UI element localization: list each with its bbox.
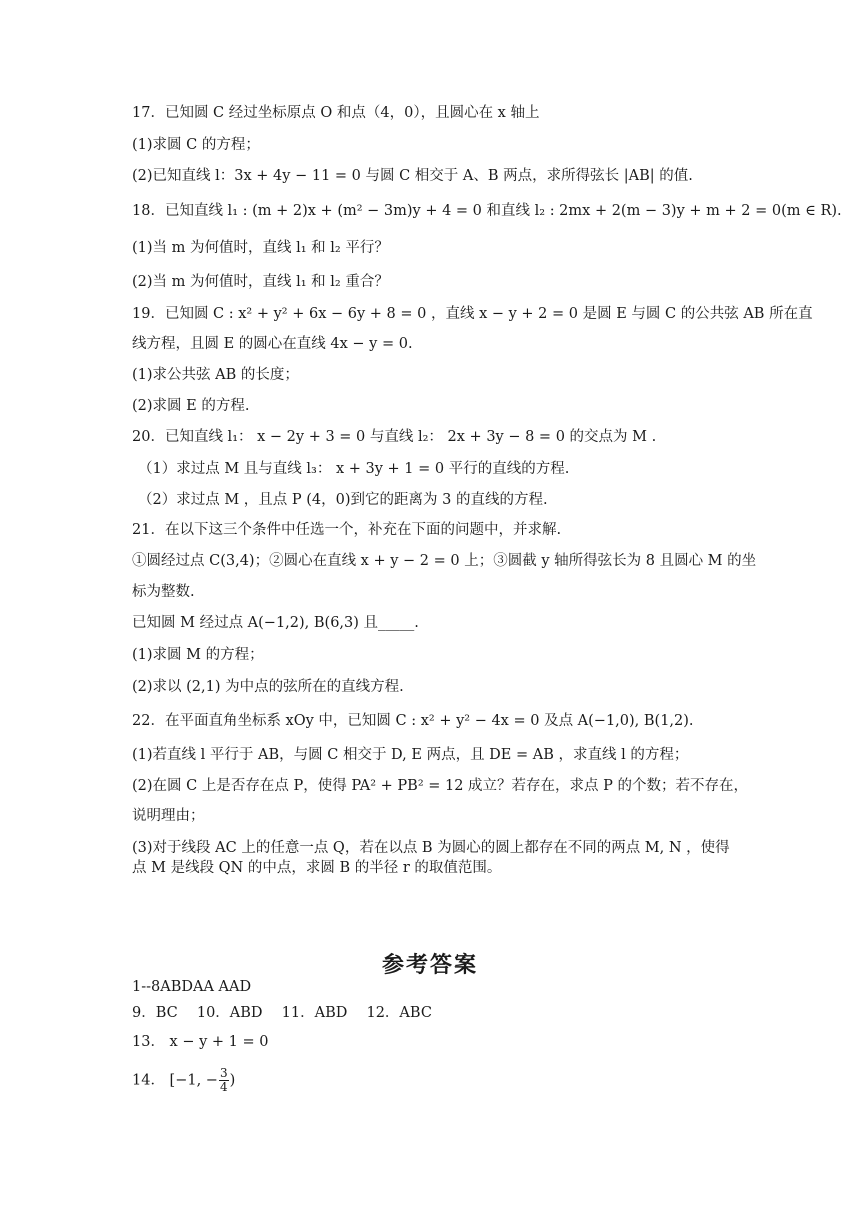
problem-20-q2: （2）求过点 M ，且点 P (4，0)到它的距离为 3 的直线的方程. xyxy=(138,492,548,508)
problem-21-q2: (2)求以 (2,1) 为中点的弦所在的直线方程. xyxy=(132,679,404,695)
problem-21-stem: 21．在以下这三个条件中任选一个，补充在下面的问题中，并求解. xyxy=(132,522,562,538)
problem-22-q2-line1: (2)在圆 C 上是否存在点 P，使得 PA² + PB² = 12 成立？若存在，求点 P 的个数；若不存在， xyxy=(132,778,749,794)
answers-1-8: 1--8ABDAA AAD xyxy=(132,979,252,995)
problem-20-stem: 20．已知直线 l₁： x − 2y + 3 = 0 与直线 l₂： 2x + 3y − 8 = 0 的交点为 M . xyxy=(132,429,657,445)
problem-22-q1: (1)若直线 l 平行于 AB，与圆 C 相交于 D, E 两点，且 DE = AB ，求直线 l 的方程； xyxy=(132,747,689,763)
problem-17-stem: 17．已知圆 C 经过坐标原点 O 和点（4，0），且圆心在 x 轴上 xyxy=(132,105,540,121)
problem-19-q1: (1)求公共弦 AB 的长度； xyxy=(132,367,299,383)
problem-21-q1: (1)求圆 M 的方程； xyxy=(132,647,264,663)
problem-18-q1: (1)当 m 为何值时，直线 l₁ 和 l₂ 平行？ xyxy=(132,240,389,256)
problem-22-q3-line2: 点 M 是线段 QN 的中点，求圆 B 的半径 r 的取值范围。 xyxy=(132,860,502,876)
problem-20-q1: （1）求过点 M 且与直线 l₃： x + 3y + 1 = 0 平行的直线的方程. xyxy=(138,461,570,477)
problem-17-q1: (1)求圆 C 的方程； xyxy=(132,137,260,153)
problem-19-q2: (2)求圆 E 的方程. xyxy=(132,398,250,414)
problem-22-q3-line1: (3)对于线段 AC 上的任意一点 Q，若在以点 B 为圆心的圆上都存在不同的两点 M, N ，使得 xyxy=(132,840,730,856)
answers-title: 参考答案 xyxy=(381,953,478,978)
problem-19-stem-line1: 19．已知圆 C : x² + y² + 6x − 6y + 8 = 0 ，直线 x − y + 2 = 0 是圆 E 与圆 C 的公共弦 AB 所在直 xyxy=(132,306,813,322)
answer-14-denominator: 4 xyxy=(219,1080,228,1094)
problem-21-conditions-line2: 标为整数. xyxy=(132,584,195,600)
problem-18-q2: (2)当 m 为何值时，直线 l₁ 和 l₂ 重合？ xyxy=(132,274,389,290)
answer-13: 13． x − y + 1 = 0 xyxy=(132,1034,269,1050)
problem-22-q2-line2: 说明理由； xyxy=(132,808,205,824)
answer-14-prefix: 14． [−1, − xyxy=(132,1072,218,1089)
problem-18-stem: 18．已知直线 l₁ : (m + 2)x + (m² − 3m)y + 4 = 0 和直线 l₂ : 2mx + 2(m − 3)y + m + 2 = 0(m ∈ R). xyxy=(132,203,842,219)
problem-19-stem-line2: 线方程，且圆 E 的圆心在直线 4x − y = 0. xyxy=(132,336,413,352)
answer-14-suffix: ) xyxy=(229,1072,236,1089)
problem-22-stem: 22．在平面直角坐标系 xOy 中，已知圆 C : x² + y² − 4x = 0 及点 A(−1,0), B(1,2). xyxy=(132,713,694,729)
problem-17-q2: (2)已知直线 l：3x + 4y − 11 = 0 与圆 C 相交于 A、B 两点，求所得弦长 |AB| 的值. xyxy=(132,168,693,184)
answer-14-numerator: 3 xyxy=(219,1066,228,1080)
problem-21-given: 已知圆 M 经过点 A(−1,2), B(6,3) 且_____. xyxy=(132,615,419,631)
problem-21-conditions-line1: ①圆经过点 C(3,4)；②圆心在直线 x + y − 2 = 0 上；③圆截 y 轴所得弦长为 8 且圆心 M 的坐 xyxy=(132,553,757,569)
answer-14 xyxy=(132,1067,235,1094)
answer-14-fraction xyxy=(219,1067,229,1094)
answers-9-12: 9．BC 10．ABD 11．ABD 12．ABC xyxy=(132,1005,432,1021)
